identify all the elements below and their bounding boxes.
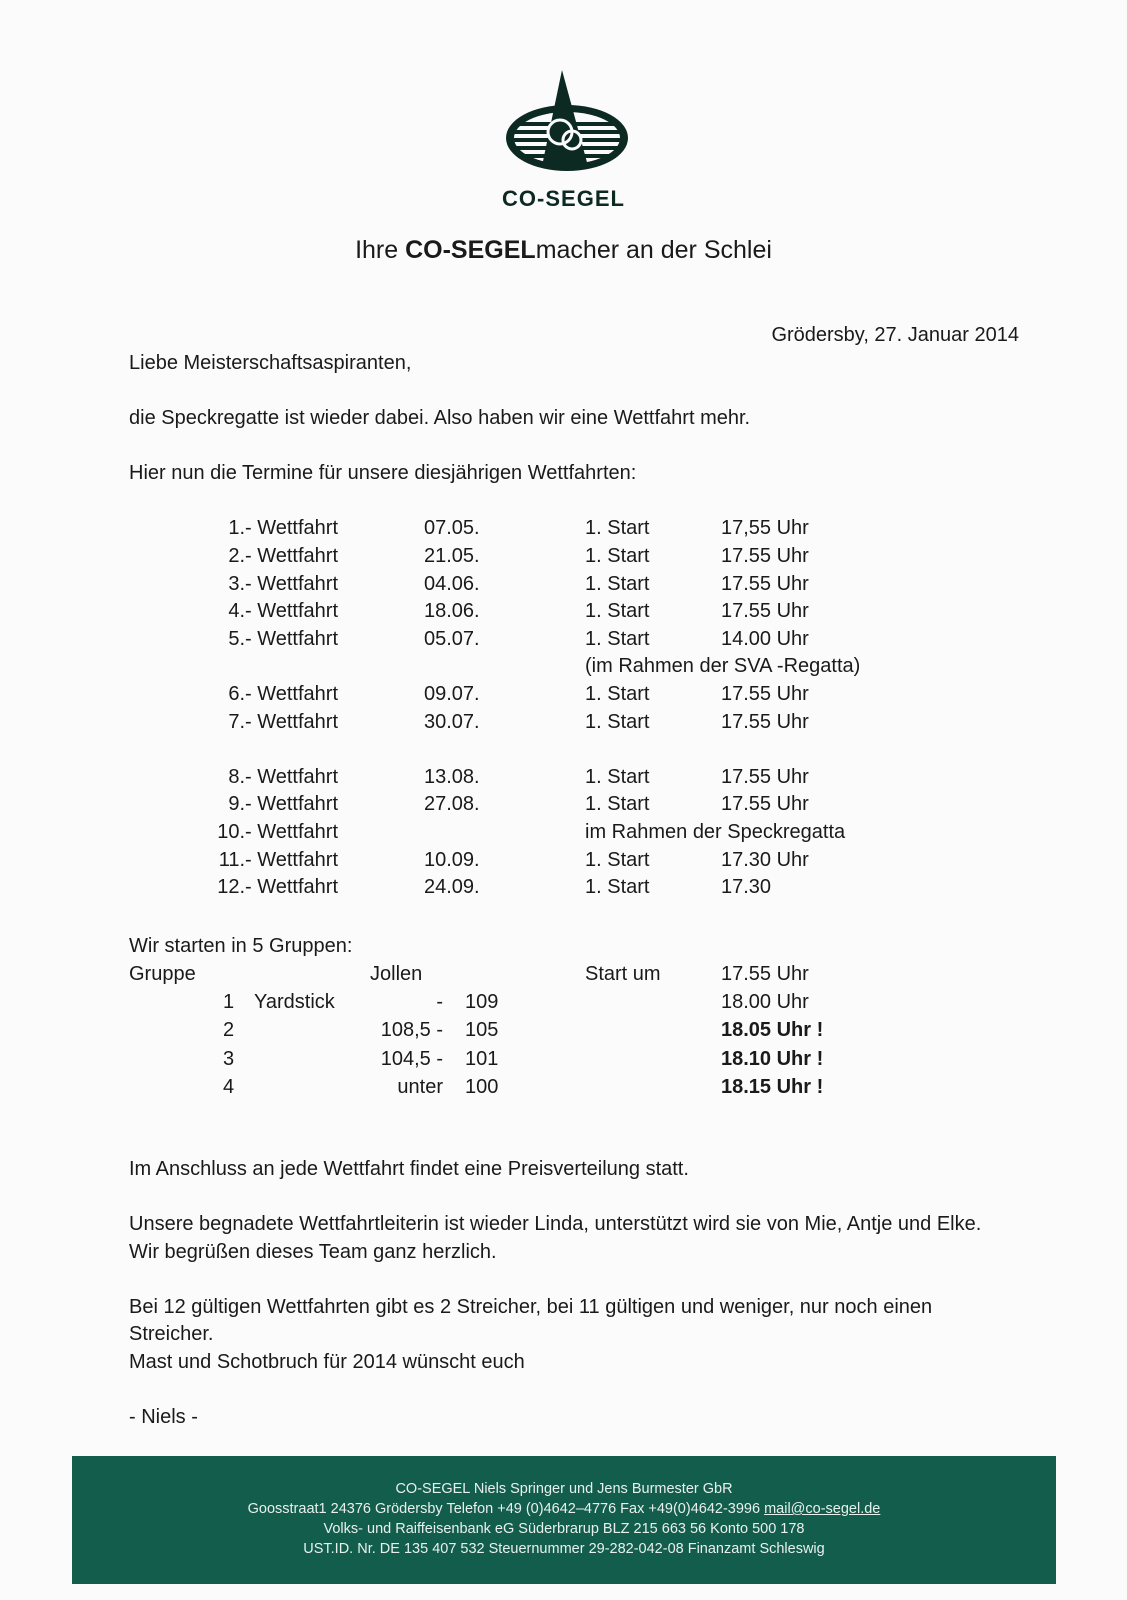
group-range-to: 109 [465, 991, 499, 1013]
schedule-start: 1. Start [585, 517, 650, 539]
group-number: 3 [223, 1048, 235, 1070]
groups-header-jollen: Jollen [370, 963, 423, 985]
group-range-to: 101 [465, 1048, 499, 1070]
group-name: Yardstick [254, 991, 335, 1013]
schedule-race: 11.- Wettfahrt [218, 849, 338, 871]
schedule-time: 17.55 Uhr [721, 683, 809, 705]
schedule-start: 1. Start [585, 573, 650, 595]
group-range-from: - [436, 991, 443, 1013]
paragraph-discards-2: Streicher. [129, 1323, 214, 1345]
groups-header-group: Gruppe [129, 963, 196, 985]
schedule-date: 09.07. [424, 683, 480, 705]
schedule-start: 1. Start [585, 766, 650, 788]
group-number: 1 [223, 991, 235, 1013]
group-number: 4 [223, 1076, 235, 1098]
schedule-date: 18.06. [424, 600, 480, 622]
schedule-time: 17.55 Uhr [721, 600, 809, 622]
schedule-date: 04.06. [424, 573, 480, 595]
schedule-start: 1. Start [585, 793, 650, 815]
group-range-from: 104,5 - [380, 1048, 443, 1070]
paragraph-discards-1: Bei 12 gültigen Wettfahrten gibt es 2 Streicher, bei 11 gültigen und weniger, nur noch einen [129, 1296, 933, 1318]
schedule-date: 13.08. [424, 766, 480, 788]
schedule-time: 17.55 Uhr [721, 793, 809, 815]
footer-bank: Volks- und Raiffeisenbank eG Süderbrarup BLZ 215 663 56 Konto 500 178 [323, 1521, 805, 1537]
schedule-race: 5.- Wettfahrt [228, 628, 338, 650]
schedule-date: 24.09. [424, 876, 480, 898]
schedule-race: 2.- Wettfahrt [228, 545, 338, 567]
schedule-time: 17.55 Uhr [721, 766, 809, 788]
schedule-date: 21.05. [424, 545, 480, 567]
signature: - Niels - [129, 1406, 198, 1428]
schedule-time: 17.30 Uhr [721, 849, 809, 871]
schedule-race: 9.- Wettfahrt [228, 793, 338, 815]
paragraph-intro: die Speckregatte ist wieder dabei. Also haben wir eine Wettfahrt mehr. [129, 407, 751, 429]
group-start-time: 18.05 Uhr ! [721, 1019, 824, 1041]
schedule-date: 30.07. [424, 711, 480, 733]
schedule-start: 1. Start [585, 545, 650, 567]
footer-bar [72, 1456, 1056, 1584]
salutation: Liebe Meisterschaftsaspiranten, [129, 352, 412, 374]
schedule-race: 12.- Wettfahrt [217, 876, 338, 898]
groups-intro: Wir starten in 5 Gruppen: [129, 935, 353, 957]
schedule-start: 1. Start [585, 711, 650, 733]
group-start-time: 18.15 Uhr ! [721, 1076, 824, 1098]
group-range-from: 108,5 - [380, 1019, 443, 1041]
schedule-date: 10.09. [424, 849, 480, 871]
schedule-race: 7.- Wettfahrt [228, 711, 338, 733]
schedule-time: 17,55 Uhr [721, 517, 809, 539]
footer-email-link[interactable]: mail@co-segel.de [764, 1501, 881, 1517]
slogan: Ihre CO-SEGELmacher an der Schlei [355, 236, 772, 264]
group-start-time: 18.00 Uhr [721, 991, 809, 1013]
schedule-race: 6.- Wettfahrt [228, 683, 338, 705]
schedule-time: 17.55 Uhr [721, 545, 809, 567]
schedule-race: 10.- Wettfahrt [217, 821, 338, 843]
footer-address: Goosstraat1 24376 Grödersby Telefon +49 (0)4642–4776 Fax +49(0)4642-3996 mail@co-segel.de [247, 1501, 881, 1517]
schedule-time: 17.30 [721, 876, 772, 898]
schedule-race: 4.- Wettfahrt [228, 600, 338, 622]
schedule-race: 8.- Wettfahrt [228, 766, 338, 788]
paragraph-team-2: Wir begrüßen dieses Team ganz herzlich. [129, 1241, 497, 1263]
schedule-start: 1. Start [585, 600, 650, 622]
schedule-date: 07.05. [424, 517, 480, 539]
paragraph-wishes: Mast und Schotbruch für 2014 wünscht euch [129, 1351, 525, 1373]
schedule-start: (im Rahmen der SVA -Regatta) [585, 655, 861, 677]
schedule-start: im Rahmen der Speckregatta [585, 821, 846, 843]
groups-header-start: Start um [585, 963, 661, 985]
brand-name: CO-SEGEL [502, 186, 625, 211]
schedule-time: 17.55 Uhr [721, 573, 809, 595]
schedule-date: 05.07. [424, 628, 480, 650]
group-range-to: 100 [465, 1076, 499, 1098]
group-start-time: 18.10 Uhr ! [721, 1048, 824, 1070]
paragraph-team-1: Unsere begnadete Wettfahrtleiterin ist wieder Linda, unterstützt wird sie von Mie, Antje und Elke. [129, 1213, 982, 1235]
footer-company: CO-SEGEL Niels Springer und Jens Burmester GbR [395, 1481, 733, 1497]
schedule-start: 1. Start [585, 683, 650, 705]
schedule-start: 1. Start [585, 876, 650, 898]
schedule-race: 3.- Wettfahrt [228, 573, 338, 595]
schedule-time: 17.55 Uhr [721, 711, 809, 733]
schedule-race: 1.- Wettfahrt [228, 517, 338, 539]
schedule-start: 1. Start [585, 849, 650, 871]
letter-date: Grödersby, 27. Januar 2014 [771, 324, 1019, 346]
paragraph-prizes: Im Anschluss an jede Wettfahrt findet eine Preisverteilung statt. [129, 1158, 689, 1180]
schedule-start: 1. Start [585, 628, 650, 650]
group-number: 2 [223, 1019, 235, 1041]
paragraph-schedule-intro: Hier nun die Termine für unsere diesjährigen Wettfahrten: [129, 462, 637, 484]
group-range-to: 105 [465, 1019, 499, 1041]
schedule-date: 27.08. [424, 793, 480, 815]
footer-tax: UST.ID. Nr. DE 135 407 532 Steuernummer 29-282-042-08 Finanzamt Schleswig [303, 1541, 825, 1557]
groups-header-time: 17.55 Uhr [721, 963, 809, 985]
group-range-from: unter [397, 1076, 443, 1098]
schedule-time: 14.00 Uhr [721, 628, 809, 650]
